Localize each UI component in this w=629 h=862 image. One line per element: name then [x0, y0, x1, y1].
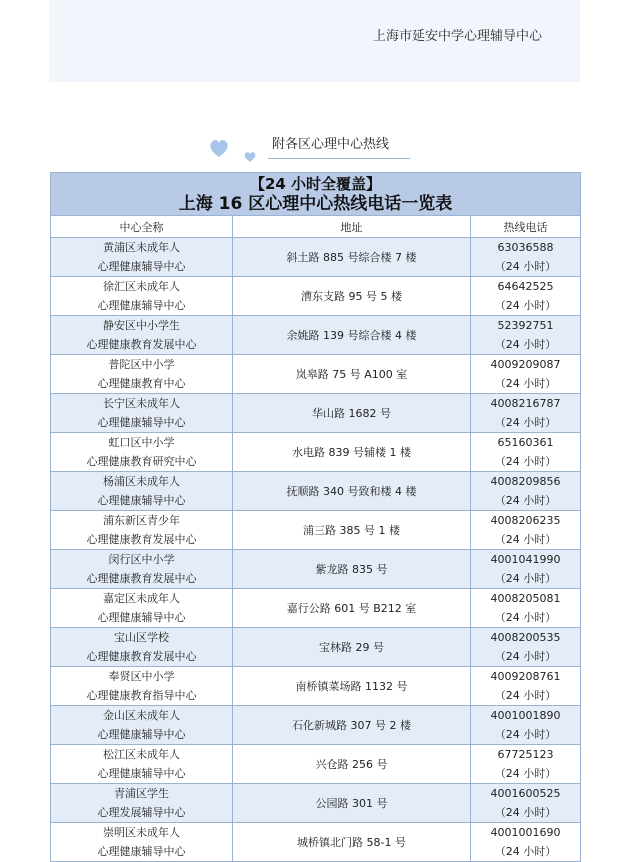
phone-hours: （24 小时） — [494, 494, 557, 507]
center-name-cell — [51, 667, 233, 706]
center-name-line2: 心理健康教育中心 — [97, 377, 186, 390]
address-cell — [233, 355, 471, 394]
address-cell — [233, 394, 471, 433]
hearts-icon — [208, 136, 260, 164]
phone-cell — [471, 277, 581, 316]
address-cell — [233, 706, 471, 745]
center-name-line2: 心理健康辅导中心 — [97, 845, 186, 858]
table-title-line1: 【24 小时全覆盖】 — [249, 175, 382, 193]
table-row — [51, 706, 581, 745]
table-row — [51, 394, 581, 433]
center-name-cell — [51, 238, 233, 277]
table-row — [51, 238, 581, 277]
center-name-cell — [51, 745, 233, 784]
phone-cell — [471, 628, 581, 667]
phone-hours: （24 小时） — [494, 845, 557, 858]
center-name-line2: 心理健康辅导中心 — [97, 494, 186, 507]
table-row — [51, 316, 581, 355]
address-cell — [233, 784, 471, 823]
address-text: 宝林路 29 号 — [319, 640, 384, 654]
center-name-line2: 心理健康教育发展中心 — [86, 338, 197, 351]
center-name-cell — [51, 823, 233, 862]
phone-number: 52392751 — [497, 319, 554, 332]
phone-cell — [471, 784, 581, 823]
address-cell — [233, 745, 471, 784]
address-text: 斜土路 885 号综合楼 7 楼 — [286, 250, 417, 264]
address-text: 公园路 301 号 — [315, 796, 388, 810]
center-name-line2: 心理健康辅导中心 — [97, 767, 186, 780]
phone-hours: （24 小时） — [494, 377, 557, 390]
phone-cell — [471, 433, 581, 472]
phone-number: 4008209856 — [490, 475, 561, 488]
address-text: 南桥镇菜场路 1132 号 — [295, 679, 408, 693]
column-header-name: 中心全称 — [51, 216, 233, 238]
center-name-line1: 崇明区未成年人 — [103, 826, 180, 839]
table-row — [51, 667, 581, 706]
phone-cell — [471, 472, 581, 511]
banner-text: 上海市延安中学心理辅导中心 — [372, 29, 542, 44]
phone-number: 4008200535 — [490, 631, 561, 644]
center-name-cell — [51, 628, 233, 667]
center-name-line1: 金山区未成年人 — [103, 709, 180, 722]
phone-number: 4001001690 — [490, 826, 561, 839]
phone-cell — [471, 745, 581, 784]
center-name-line1: 奉贤区中小学 — [108, 670, 175, 683]
phone-number: 63036588 — [497, 241, 554, 254]
table-row — [51, 745, 581, 784]
center-name-cell — [51, 316, 233, 355]
address-cell — [233, 277, 471, 316]
address-text: 石化新城路 307 号 2 楼 — [292, 718, 411, 732]
center-name-line2: 心理健康辅导中心 — [97, 611, 186, 624]
center-name-line1: 杨浦区未成年人 — [103, 475, 180, 488]
address-text: 余姚路 139 号综合楼 4 楼 — [286, 328, 417, 342]
top-banner — [49, 0, 580, 82]
table-row — [51, 589, 581, 628]
center-name-line2: 心理健康辅导中心 — [97, 728, 186, 741]
center-name-line2: 心理健康教育发展中心 — [86, 572, 197, 585]
phone-hours: （24 小时） — [494, 728, 557, 741]
center-name-line2: 心理健康辅导中心 — [97, 416, 186, 429]
phone-cell — [471, 667, 581, 706]
center-name-line2: 心理发展辅导中心 — [97, 806, 186, 819]
phone-hours: （24 小时） — [494, 299, 557, 312]
table-row — [51, 355, 581, 394]
center-name-line1: 宝山区学校 — [114, 631, 169, 644]
address-text: 漕东支路 95 号 5 楼 — [301, 289, 402, 303]
center-name-line1: 青浦区学生 — [114, 787, 169, 800]
address-cell — [233, 472, 471, 511]
address-text: 嘉行公路 601 号 B212 室 — [286, 601, 417, 615]
phone-hours: （24 小时） — [494, 650, 557, 663]
phone-cell — [471, 355, 581, 394]
phone-number: 4009209087 — [490, 358, 561, 371]
table-row — [51, 433, 581, 472]
address-text: 兴仓路 256 号 — [315, 757, 388, 771]
center-name-line2: 心理健康教育研究中心 — [86, 455, 197, 468]
address-cell — [233, 316, 471, 355]
phone-number: 4008206235 — [490, 514, 561, 527]
table-row — [51, 277, 581, 316]
center-name-cell — [51, 511, 233, 550]
center-name-cell — [51, 472, 233, 511]
address-cell — [233, 550, 471, 589]
phone-cell — [471, 550, 581, 589]
center-name-line1: 长宁区未成年人 — [103, 397, 180, 410]
phone-number: 67725123 — [497, 748, 554, 761]
center-name-cell — [51, 706, 233, 745]
table-title-line2: 上海 16 区心理中心热线电话一览表 — [178, 194, 453, 214]
phone-hours: （24 小时） — [494, 533, 557, 546]
center-name-cell — [51, 277, 233, 316]
table-row — [51, 550, 581, 589]
center-name-cell — [51, 394, 233, 433]
address-text: 浦三路 385 号 1 楼 — [303, 523, 400, 537]
table-row — [51, 784, 581, 823]
column-header-address: 地址 — [233, 216, 471, 238]
phone-number: 65160361 — [497, 436, 554, 449]
section-title: 附各区心理中心热线 — [268, 135, 410, 159]
phone-cell — [471, 238, 581, 277]
table-row — [51, 823, 581, 862]
address-text: 城桥镇北门路 58-1 号 — [297, 835, 406, 849]
address-text: 水电路 839 号辅楼 1 楼 — [292, 445, 411, 459]
table-body — [51, 238, 581, 862]
address-cell — [233, 667, 471, 706]
center-name-cell — [51, 589, 233, 628]
phone-hours: （24 小时） — [494, 416, 557, 429]
phone-hours: （24 小时） — [494, 767, 557, 780]
phone-cell — [471, 823, 581, 862]
center-name-line1: 虹口区中小学 — [108, 436, 175, 449]
phone-number: 4001001890 — [490, 709, 561, 722]
phone-hours: （24 小时） — [494, 572, 557, 585]
address-text: 岚皋路 75 号 A100 室 — [295, 367, 408, 381]
column-header-phone: 热线电话 — [471, 216, 581, 238]
phone-cell — [471, 316, 581, 355]
center-name-cell — [51, 784, 233, 823]
address-cell — [233, 589, 471, 628]
phone-hours: （24 小时） — [494, 689, 557, 702]
phone-hours: （24 小时） — [494, 806, 557, 819]
phone-number: 4009208761 — [490, 670, 561, 683]
phone-hours: （24 小时） — [494, 611, 557, 624]
phone-cell — [471, 511, 581, 550]
address-text: 紫龙路 835 号 — [315, 562, 388, 576]
center-name-line1: 闵行区中小学 — [108, 553, 175, 566]
phone-hours: （24 小时） — [494, 455, 557, 468]
address-cell — [233, 628, 471, 667]
center-name-line2: 心理健康教育指导中心 — [86, 689, 197, 702]
address-cell — [233, 511, 471, 550]
center-name-cell — [51, 550, 233, 589]
phone-number: 4008216787 — [490, 397, 561, 410]
address-text: 华山路 1682 号 — [312, 406, 391, 420]
center-name-cell — [51, 355, 233, 394]
center-name-line1: 嘉定区未成年人 — [103, 592, 180, 605]
phone-number: 4001600525 — [490, 787, 561, 800]
center-name-line2: 心理健康辅导中心 — [97, 260, 186, 273]
phone-hours: （24 小时） — [494, 260, 557, 273]
phone-cell — [471, 706, 581, 745]
phone-number: 64642525 — [497, 280, 554, 293]
center-name-line1: 松江区未成年人 — [103, 748, 180, 761]
table-title — [51, 173, 581, 216]
phone-number: 4008205081 — [490, 592, 561, 605]
table-header-row — [51, 216, 581, 238]
table-row — [51, 472, 581, 511]
address-text: 抚顺路 340 号致和楼 4 楼 — [286, 484, 417, 498]
center-name-line2: 心理健康辅导中心 — [97, 299, 186, 312]
address-cell — [233, 238, 471, 277]
table-row — [51, 628, 581, 667]
center-name-line2: 心理健康教育发展中心 — [86, 650, 197, 663]
address-cell — [233, 433, 471, 472]
center-name-line1: 徐汇区未成年人 — [103, 280, 180, 293]
center-name-line1: 普陀区中小学 — [108, 358, 175, 371]
hotline-table — [50, 172, 581, 862]
center-name-cell — [51, 433, 233, 472]
center-name-line1: 浦东新区青少年 — [103, 514, 180, 527]
center-name-line1: 黄浦区未成年人 — [103, 241, 180, 254]
address-cell — [233, 823, 471, 862]
phone-cell — [471, 394, 581, 433]
center-name-line1: 静安区中小学生 — [103, 319, 180, 332]
phone-hours: （24 小时） — [494, 338, 557, 351]
phone-cell — [471, 589, 581, 628]
phone-number: 4001041990 — [490, 553, 561, 566]
table-row — [51, 511, 581, 550]
center-name-line2: 心理健康教育发展中心 — [86, 533, 197, 546]
